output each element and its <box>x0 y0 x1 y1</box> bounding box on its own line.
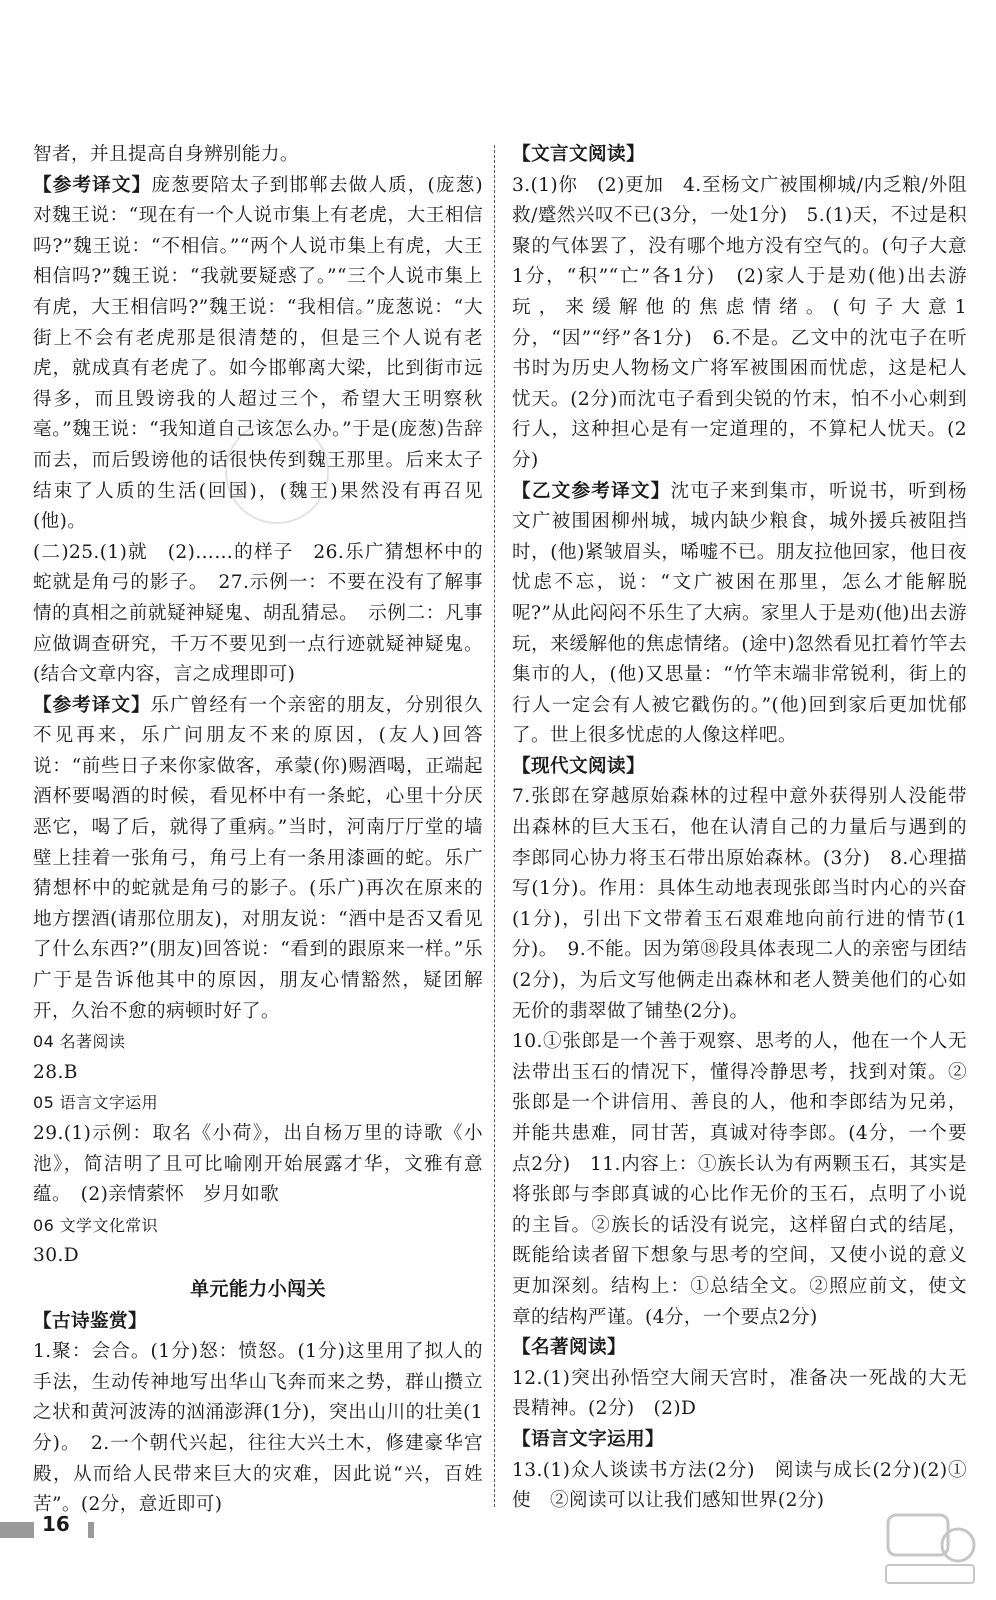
section-header: 【名著阅读】 <box>512 1337 626 1359</box>
answer-paragraph <box>512 477 967 752</box>
section-title: 单元能力小闯关 <box>190 1277 326 1300</box>
answer-paragraph <box>512 782 967 1027</box>
section-label: 05 语言文字运用 <box>33 1093 159 1113</box>
watermark-logo-icon <box>880 1505 980 1590</box>
paragraph-text: 7.张郎在穿越原始森林的过程中意外获得别人没能带出森林的巨大玉石，他在认清自己的力量后与遇到的李郎同心协力将玉石带出原始森林。(3分) 8.心理描写(1分)。作用：具体生动地表现张郎当时内心的兴奋(1分)，引出下文带着玉石艰难地向前行进的情节(1分)。 9.不能。因为第⑱段具体表现二人的亲密与团结(2分)，为后文写他俩走出森林和老人赞美他们的心如无价的翡翠做了铺垫(2分)。 <box>512 786 967 1022</box>
paragraph-header: 【乙文参考译文】 <box>512 480 671 502</box>
paragraph-header: 【参考译文】 <box>33 174 152 196</box>
paragraph-text: 乐广曾经有一个亲密的朋友，分别很久不见再来，乐广问朋友不来的原因，(友人)回答说：“前些日子来你家做客，承蒙(你)赐酒喝，正端起酒杯要喝酒的时候，看见杯中有一条蛇，心里十分厌恶它，喝了后，就得了重病。”当时，河南厅厅堂的墙壁上挂着一张角弓，角弓上有一条用漆画的蛇。乐广猜想杯中的蛇就是角弓的影子。(乐广)再次在原来的地方摆酒(请那位朋友)，对朋友说：“酒中是否又看见了什么东西?”(朋友)回答说：“看到的跟原来一样。”乐广于是告诉他其中的原因，朋友心情豁然，疑团解开，久治不愈的病顿时好了。 <box>33 694 483 1022</box>
footer-bar-decoration <box>0 1522 34 1538</box>
paragraph-text: 3.(1)你 (2)更加 4.至杨文广被围柳城/内乏粮/外阻救/蹙然兴叹不已(3分，一处1分) 5.(1)天，不过是积聚的气体罢了，没有哪个地方没有空气的。(句子大意1分，“积”“亡”各1分) (2)家人于是劝(他)出去游玩，来缓解他的焦虑情绪。(句子大意1分，“因”“纾”各1分) 6.不是。乙文中的沈屯子在听书时为历史人物杨文广将军被围困而忧虑，这是杞人忧天。(2分)而沈屯子看到尖锐的竹末，怕不小心刺到行人，这种担心是有一定道理的，不算杞人忧天。(2分) <box>512 174 967 471</box>
paragraph-text: 沈屯子来到集市，听说书，听到杨文广被围困柳州城，城内缺少粮食，城外援兵被阻挡时，(他)紧皱眉头，唏嘘不已。朋友拉他回家，他日夜忧虑不忘，说：“文广被困在那里，怎么才能解脱呢?”从此闷闷不乐生了大病。家里人于是劝(他)出去游玩，来缓解他的焦虑情绪。(途中)忽然看见扛着竹竿去集市的人，(他)又思量：“竹竿末端非常锐利，街上的行人一定会有人被它戳伤的。”(他)回到家后更加忧郁了。世上很多忧虑的人像这样吧。 <box>512 480 967 747</box>
answer-paragraph <box>33 1119 483 1211</box>
answer-paragraph <box>512 171 967 477</box>
section-label: 04 名著阅读 <box>33 1032 126 1052</box>
paragraph-text: 1.聚：会合。(1分)怒：愤怒。(1分)这里用了拟人的手法，生动传神地写出华山飞奔而来之势，群山攒立之状和黄河波涛的汹涌澎湃(1分)，突出山川的壮美(1分)。 2.一个朝代兴起，往往大兴土木，修建豪华宫殿，从而给人民带来巨大的灾难，因此说“兴，百姓苦”。(2分，意近即可) <box>33 1341 483 1516</box>
section-header: 【文言文阅读】 <box>512 144 645 165</box>
paragraph-text: (二)25.(1)就 (2)……的样子 26.乐广猜想杯中的蛇就是角弓的影子。 27.示例一：不要在没有了解事情的真相之前就疑神疑鬼、胡乱猜忌。 示例二：凡事应做调查研究，千万不要见到一点行迹就疑神疑鬼。(结合文章内容，言之成理即可) <box>33 541 483 686</box>
paragraph-text: 30.D <box>33 1245 80 1267</box>
right-column <box>512 140 967 1517</box>
answer-paragraph <box>33 1058 483 1089</box>
paragraph-text: 13.(1)众人谈读书方法(2分) 阅读与成长(2分)(2)①使 ②阅读可以让我们感知世界(2分) <box>512 1459 967 1512</box>
answer-paragraph <box>33 140 483 171</box>
paragraph-text: 10.①张郎是一个善于观察、思考的人，他在一个人无法带出玉石的情况下，懂得冷静思考，找到对策。②张郎是一个讲信用、善良的人，他和李郎结为兄弟，并能共患难，同甘苦，真诚对待李郎。(4分，一个要点2分) 11.内容上：①族长认为有两颗玉石，其实是将张郎与李郎真诚的心比作无价的玉石，点明了小说的主旨。②族长的话没有说完，这样留白式的结尾，既能给读者留下想象与思考的空间，又使小说的意义更加深刻。结构上：①总结全文。②照应前文，使文章的结构严谨。(4分，一个要点2分) <box>512 1031 967 1328</box>
paragraph-text: 28.B <box>33 1061 78 1083</box>
paragraph-text: 智者，并且提高自身辨别能力。 <box>33 144 299 165</box>
paragraph-text: 庞葱要陪太子到邯郸去做人质，(庞葱)对魏王说：“现在有一个人说市集上有老虎，大王相信吗?”魏王说：“不相信。”“两个人说市集上有虎，大王相信吗?”魏王说：“我就要疑惑了。”“三个人说市集上有虎，大王相信吗?”魏王说：“我相信。”庞葱说：“大街上不会有老虎那是很清楚的，但是三个人说有老虎，就成真有老虎了。如今邯郸离大梁，比到街市远得多，而且毁谤我的人超过三个，希望大王明察秋毫。”魏王说：“我知道自己该怎么办。”于是(庞葱)告辞而去，而后毁谤他的话很快传到魏王那里。后来太子结束了人质的生活(回国)，(魏王)果然没有再召见(他)。 <box>33 174 483 533</box>
answer-paragraph <box>33 691 483 1028</box>
answer-paragraph <box>33 1337 483 1521</box>
paragraph-text: 12.(1)突出孙悟空大闹天宫时，准备决一死战的大无畏精神。(2分) (2)D <box>512 1367 967 1420</box>
paragraph-header: 【参考译文】 <box>33 694 151 716</box>
answer-paragraph <box>33 1241 483 1272</box>
answer-paragraph <box>512 1364 967 1425</box>
section-header: 【语言文字运用】 <box>512 1428 664 1450</box>
paragraph-text: 29.(1)示例：取名《小荷》，出自杨万里的诗歌《小池》，简洁明了且可比喻刚开始展露才华，文雅有意蕴。 (2)亲情萦怀 岁月如歌 <box>33 1123 483 1206</box>
answer-paragraph <box>33 538 483 691</box>
section-header: 【古诗鉴赏】 <box>33 1310 147 1332</box>
section-header: 【现代文阅读】 <box>512 755 645 777</box>
column-divider <box>494 145 496 1507</box>
answer-paragraph <box>512 1027 967 1333</box>
section-label: 06 文学文化常识 <box>33 1215 159 1235</box>
left-column <box>33 140 483 1521</box>
page-number: 16 <box>42 1512 70 1536</box>
footer-mark-decoration <box>88 1522 94 1538</box>
page-footer <box>0 1510 120 1550</box>
stamp-seal-icon <box>225 420 329 524</box>
